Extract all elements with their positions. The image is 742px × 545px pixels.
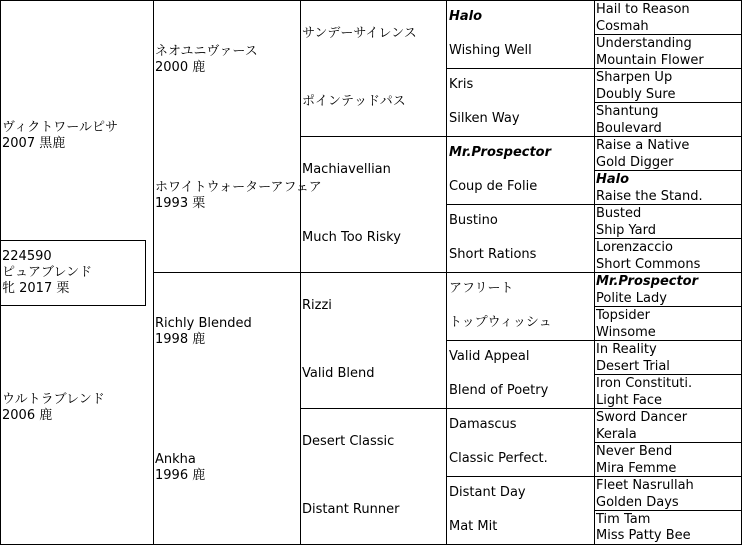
gen5-name: Golden Days	[596, 495, 679, 510]
grid-line	[446, 340, 742, 341]
gen5-name: Sharpen Up	[596, 70, 673, 85]
gen5-name: Hail to Reason	[596, 2, 690, 17]
gen5-name: Raise the Stand.	[596, 189, 703, 204]
gen5-name: Winsome	[596, 325, 656, 340]
gen4-name: Halo	[449, 9, 483, 24]
gen5-name: Doubly Sure	[596, 87, 676, 102]
gen5-name: Cosmah	[596, 19, 649, 34]
gen4-name: Coup de Folie	[449, 179, 538, 194]
grid-line	[0, 0, 742, 1]
gen5-name: Halo	[596, 172, 630, 187]
gen5-name: Understanding	[596, 36, 692, 51]
gen3-name: Machiavellian	[302, 162, 391, 177]
subject-id: 224590	[2, 249, 52, 264]
gen4-name: Kris	[449, 77, 474, 92]
gen3-name: Much Too Risky	[302, 230, 401, 245]
gen5-name: Fleet Nasrullah	[596, 478, 694, 493]
gen4-name: Short Rations	[449, 247, 537, 262]
gen5-name: Mr.Prospector	[596, 274, 699, 289]
gen5-name: Miss Patty Bee	[596, 528, 691, 543]
gen3-name: Distant Runner	[302, 502, 400, 517]
sire-name: ヴィクトワールピサ	[2, 120, 118, 135]
gen4-name: Distant Day	[449, 485, 526, 500]
gen5-name: Raise a Native	[596, 138, 690, 153]
gen5-name: Iron Constituti.	[596, 376, 693, 391]
gen4-name: Bustino	[449, 213, 498, 228]
gen3-name: Rizzi	[302, 298, 332, 313]
sire-info: 2007 黒鹿	[2, 136, 66, 151]
gen2-info: 1993 栗	[155, 196, 206, 211]
grid-line	[446, 476, 742, 477]
grid-line	[300, 408, 742, 409]
gen4-name: Silken Way	[449, 111, 520, 126]
gen5-name: Shantung	[596, 104, 659, 119]
gen5-name: Short Commons	[596, 257, 701, 272]
gen4-name: Valid Appeal	[449, 349, 530, 364]
gen5-name: Desert Trial	[596, 359, 670, 374]
gen4-name: Mr.Prospector	[449, 145, 552, 160]
gen2-info: 1996 鹿	[155, 468, 206, 483]
gen5-name: Ship Yard	[596, 223, 656, 238]
gen5-name: Topsider	[596, 308, 650, 323]
gen2-name: ネオユニヴァース	[155, 44, 258, 59]
dam-info: 2006 鹿	[2, 408, 53, 423]
gen2-info: 1998 鹿	[155, 332, 206, 347]
gen5-name: Never Bend	[596, 444, 673, 459]
gen5-name: In Reality	[596, 342, 657, 357]
gen5-name: Mountain Flower	[596, 53, 704, 68]
gen4-name: Mat Mit	[449, 519, 498, 534]
gen5-name: Lorenzaccio	[596, 240, 673, 255]
gen5-name: Light Face	[596, 393, 662, 408]
gen5-name: Sword Dancer	[596, 410, 688, 425]
gen5-name: Mira Femme	[596, 461, 677, 476]
gen2-name: Richly Blended	[155, 316, 252, 331]
gen3-name: サンデーサイレンス	[302, 26, 417, 41]
gen4-name: Wishing Well	[449, 43, 532, 58]
gen4-name: Classic Perfect.	[449, 451, 548, 466]
gen5-name: Busted	[596, 206, 642, 221]
gen5-name: Gold Digger	[596, 155, 674, 170]
gen4-name: Damascus	[449, 417, 517, 432]
gen2-name: Ankha	[155, 452, 196, 467]
gen2-info: 2000 鹿	[155, 60, 206, 75]
subject-name: ピュアブレンド	[2, 265, 93, 280]
dam-name: ウルトラブレンド	[2, 392, 105, 407]
gen3-name: Desert Classic	[302, 434, 395, 449]
gen5-name: Tim Tam	[596, 512, 651, 527]
gen4-name: トップウィッシュ	[449, 315, 552, 330]
gen3-name: ポインテッドパス	[302, 94, 406, 109]
grid-line	[300, 136, 742, 137]
gen4-name: アフリート	[449, 281, 514, 296]
gen3-name: Valid Blend	[302, 366, 375, 381]
gen5-name: Polite Lady	[596, 291, 667, 306]
gen5-name: Kerala	[596, 427, 637, 442]
gen4-name: Blend of Poetry	[449, 383, 549, 398]
gen2-name: ホワイトウォーターアフェア	[155, 180, 322, 195]
gen5-name: Boulevard	[596, 121, 662, 136]
subject-info: 牝 2017 栗	[2, 281, 70, 296]
